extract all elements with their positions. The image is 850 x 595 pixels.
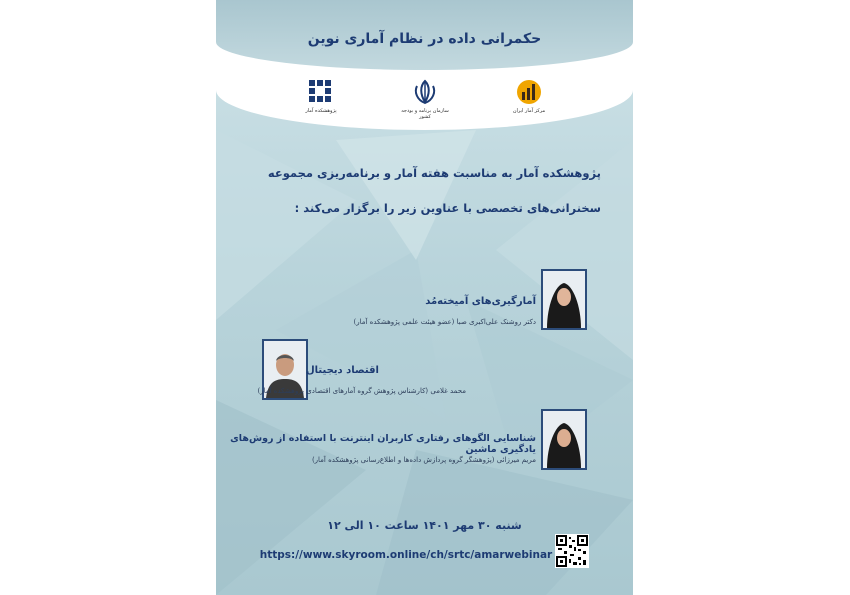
emblem-logo-caption: سازمان برنامه و بودجه کشور [401, 108, 449, 120]
statistics-centre-logo-caption: مرکز آمار ایران [512, 108, 546, 114]
statistics-centre-icon [504, 78, 554, 106]
speaker-photo-1 [541, 269, 587, 330]
iran-emblem-logo [400, 78, 450, 120]
talk-3-title: شناسایی الگوهای رفتاری کاربران اینترنت با استفاده از روش‌های یادگیری ماشین [230, 433, 536, 455]
webinar-link[interactable]: https://www.skyroom.online/ch/srtc/amarwebinar [259, 549, 553, 561]
webinar-poster [216, 0, 633, 595]
emblem-icon [400, 78, 450, 106]
poster-title: حکمرانی داده در نظام آماری نوین [307, 31, 542, 47]
talk-2-title: اقتصاد دیجیتال [306, 365, 379, 376]
statistical-centre-of-iran-logo [504, 78, 554, 116]
intro-line-1: پژوهشکده آمار به مناسبت هفته آمار و برنامه‌ریزی مجموعه [267, 166, 601, 180]
speaker-avatar-icon [543, 271, 585, 328]
event-date: شنبه ۳۰ مهر ۱۴۰۱ ساعت ۱۰ الی ۱۲ [327, 519, 522, 532]
qr-code [555, 534, 589, 568]
institute-logo-icon [296, 78, 346, 106]
intro-line-2: سخنرانی‌های تخصصی با عناوین زیر را برگزار می‌کند : [294, 201, 601, 215]
statistical-research-institute-logo [296, 78, 346, 116]
institute-logo-caption: پژوهشکده آمار [305, 108, 337, 114]
speaker-avatar-icon [543, 411, 585, 468]
talk-1-title: آمارگیری‌های آمیخته‌مُد [425, 296, 536, 307]
talk-1-speaker: دکتر روشنک علی‌اکبری صبا (عضو هیئت علمی پژوهشکده آمار) [353, 318, 536, 326]
talk-2-speaker: محمد غلامی (کارشناس پژوهش گروه آمارهای اقتصادی پژوهشکده آمار) [257, 387, 466, 395]
speaker-photo-3 [541, 409, 587, 470]
talk-3-speaker: مریم میرزائی (پژوهشگر گروه پردازش داده‌ها و اطلاع‌رسانی پژوهشکده آمار) [311, 456, 536, 464]
qr-code-icon [555, 534, 589, 568]
